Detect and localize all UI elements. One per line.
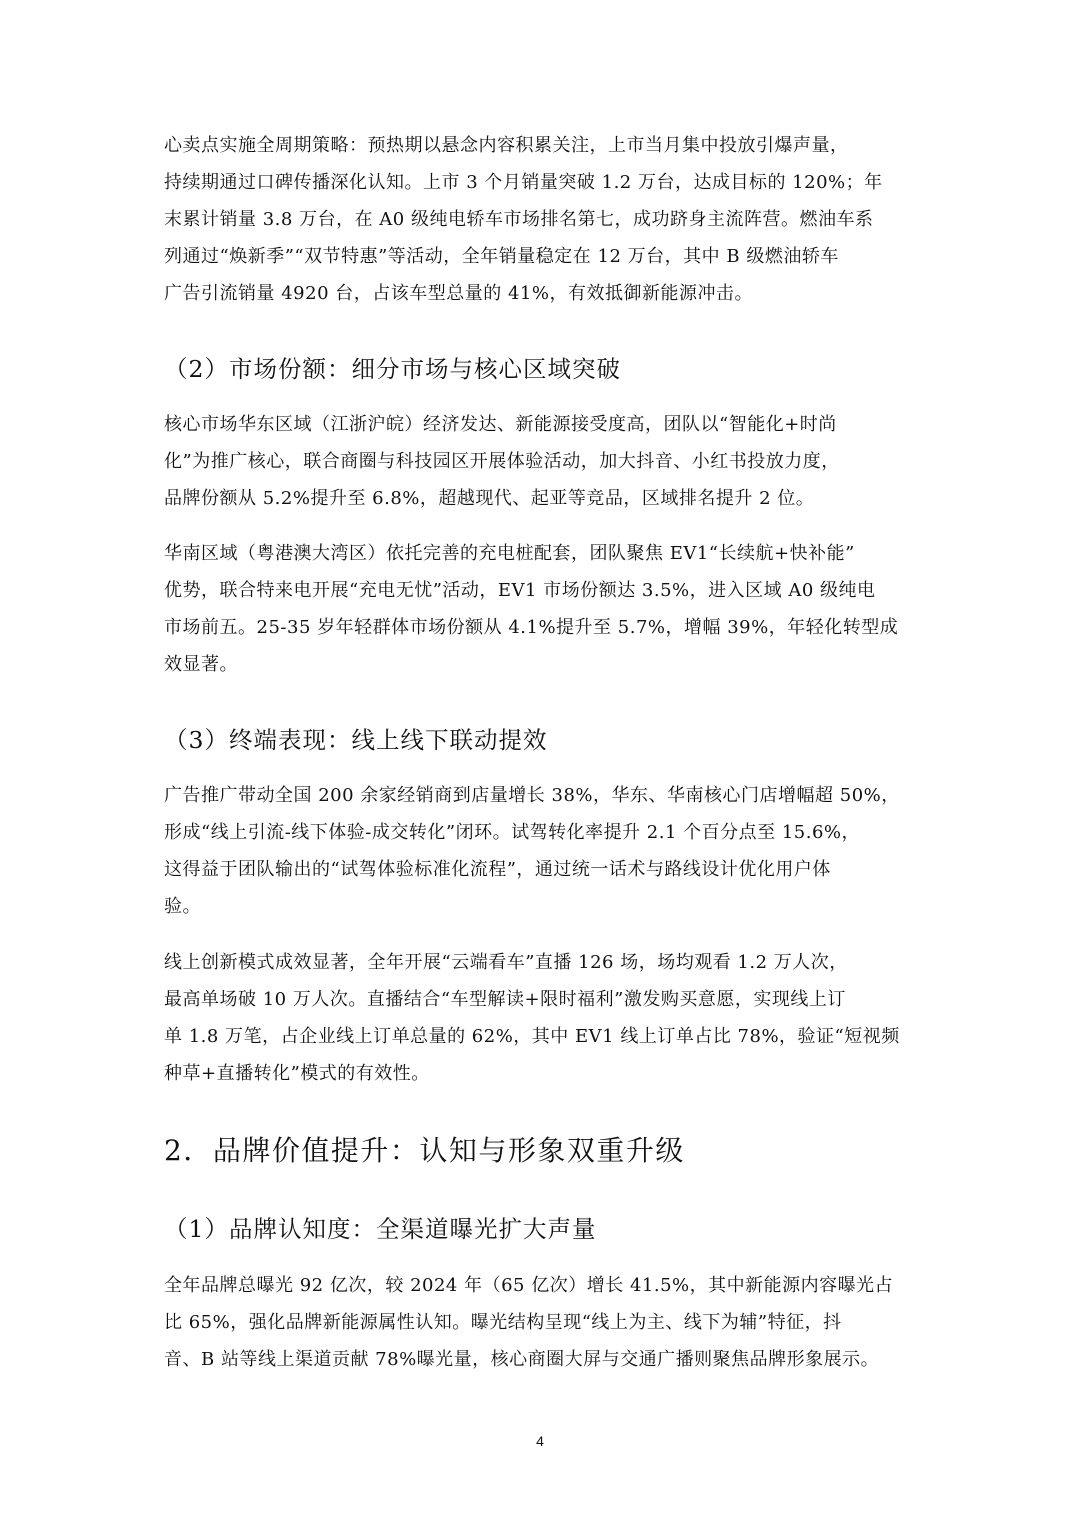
paragraph-east-china: 核心市场华东区域（江浙沪皖）经济发达、新能源接受度高，团队以“智能化+时尚 化”为推广核心，联合商圈与科技园区开展体验活动，加大抖音、小红书投放力度， 品牌份额从 5.2%提升至 6.8%，超越现代、起亚等竞品，区域排名提升 2 位。 — [164, 414, 840, 509]
paragraph-online-live: 线上创新模式成效显著，全年开展“云端看车”直播 126 场，场均观看 1.2 万人次， 最高单场破 10 万人次。直播结合“车型解读+限时福利”激发购买意愿，实现线上订 单 1.8 万笔，占企业线上订单总量的 62%，其中 EV1 线上订单占比 78%，验证“短视频 种草+直播转化”模式的有效性。 — [164, 952, 900, 1084]
heading-terminal-performance: （3）终端表现：线上线下联动提效 — [164, 726, 548, 754]
paragraph-sales-strategy: 心卖点实施全周期策略：预热期以悬念内容积累关注，上市当月集中投放引爆声量， 持续期通过口碑传播深化认知。上市 3 个月销量突破 1.2 万台，达成目标的 120%；年 末累计销量 3.8 万台，在 A0 级纯电轿车市场排名第七，成功跻身主流阵营。燃油车系 列通过“焕新季”“双节特惠”等活动，全年销量稳定在 12 万台，其中 B 级燃油轿车 广告引流销量 4920 台，占该车型总量的 41%，有效抵御新能源冲击。 — [164, 135, 883, 304]
heading-market-share: （2）市场份额：细分市场与核心区域突破 — [164, 355, 621, 383]
paragraph-south-china: 华南区域（粤港澳大湾区）依托完善的充电桩配套，团队聚焦 EV1“长续航+快补能” 优势，联合特来电开展“充电无忧”活动，EV1 市场份额达 3.5%，进入区域 A0 级纯电 市场前五。25-35 岁年轻群体市场份额从 4.1%提升至 5.7%，增幅 39%，年轻化转型成 效显著。 — [164, 543, 899, 675]
page-number: 4 — [536, 1433, 544, 1449]
heading-brand-value: 2．品牌价值提升：认知与形象双重升级 — [164, 1134, 685, 1167]
heading-brand-awareness: （1）品牌认知度：全渠道曝光扩大声量 — [164, 1215, 597, 1243]
paragraph-dealer-traffic: 广告推广带动全国 200 余家经销商到店量增长 38%，华东、华南核心门店增幅超 50%， 形成“线上引流-线下体验-成交转化”闭环。试驾转化率提升 2.1 个百分点至 15.6%， 这得益于团队输出的“试驾体验标准化流程”，通过统一话术与路线设计优化用户体 验。 — [164, 785, 900, 917]
paragraph-brand-exposure: 全年品牌总曝光 92 亿次，较 2024 年（65 亿次）增长 41.5%，其中新能源内容曝光占 比 65%，强化品牌新能源属性认知。曝光结构呈现“线上为主、线下为辅”特征，抖 音、B 站等线上渠道贡献 78%曝光量，核心商圈大屏与交通广播则聚焦品牌形象展示。 — [164, 1275, 894, 1370]
